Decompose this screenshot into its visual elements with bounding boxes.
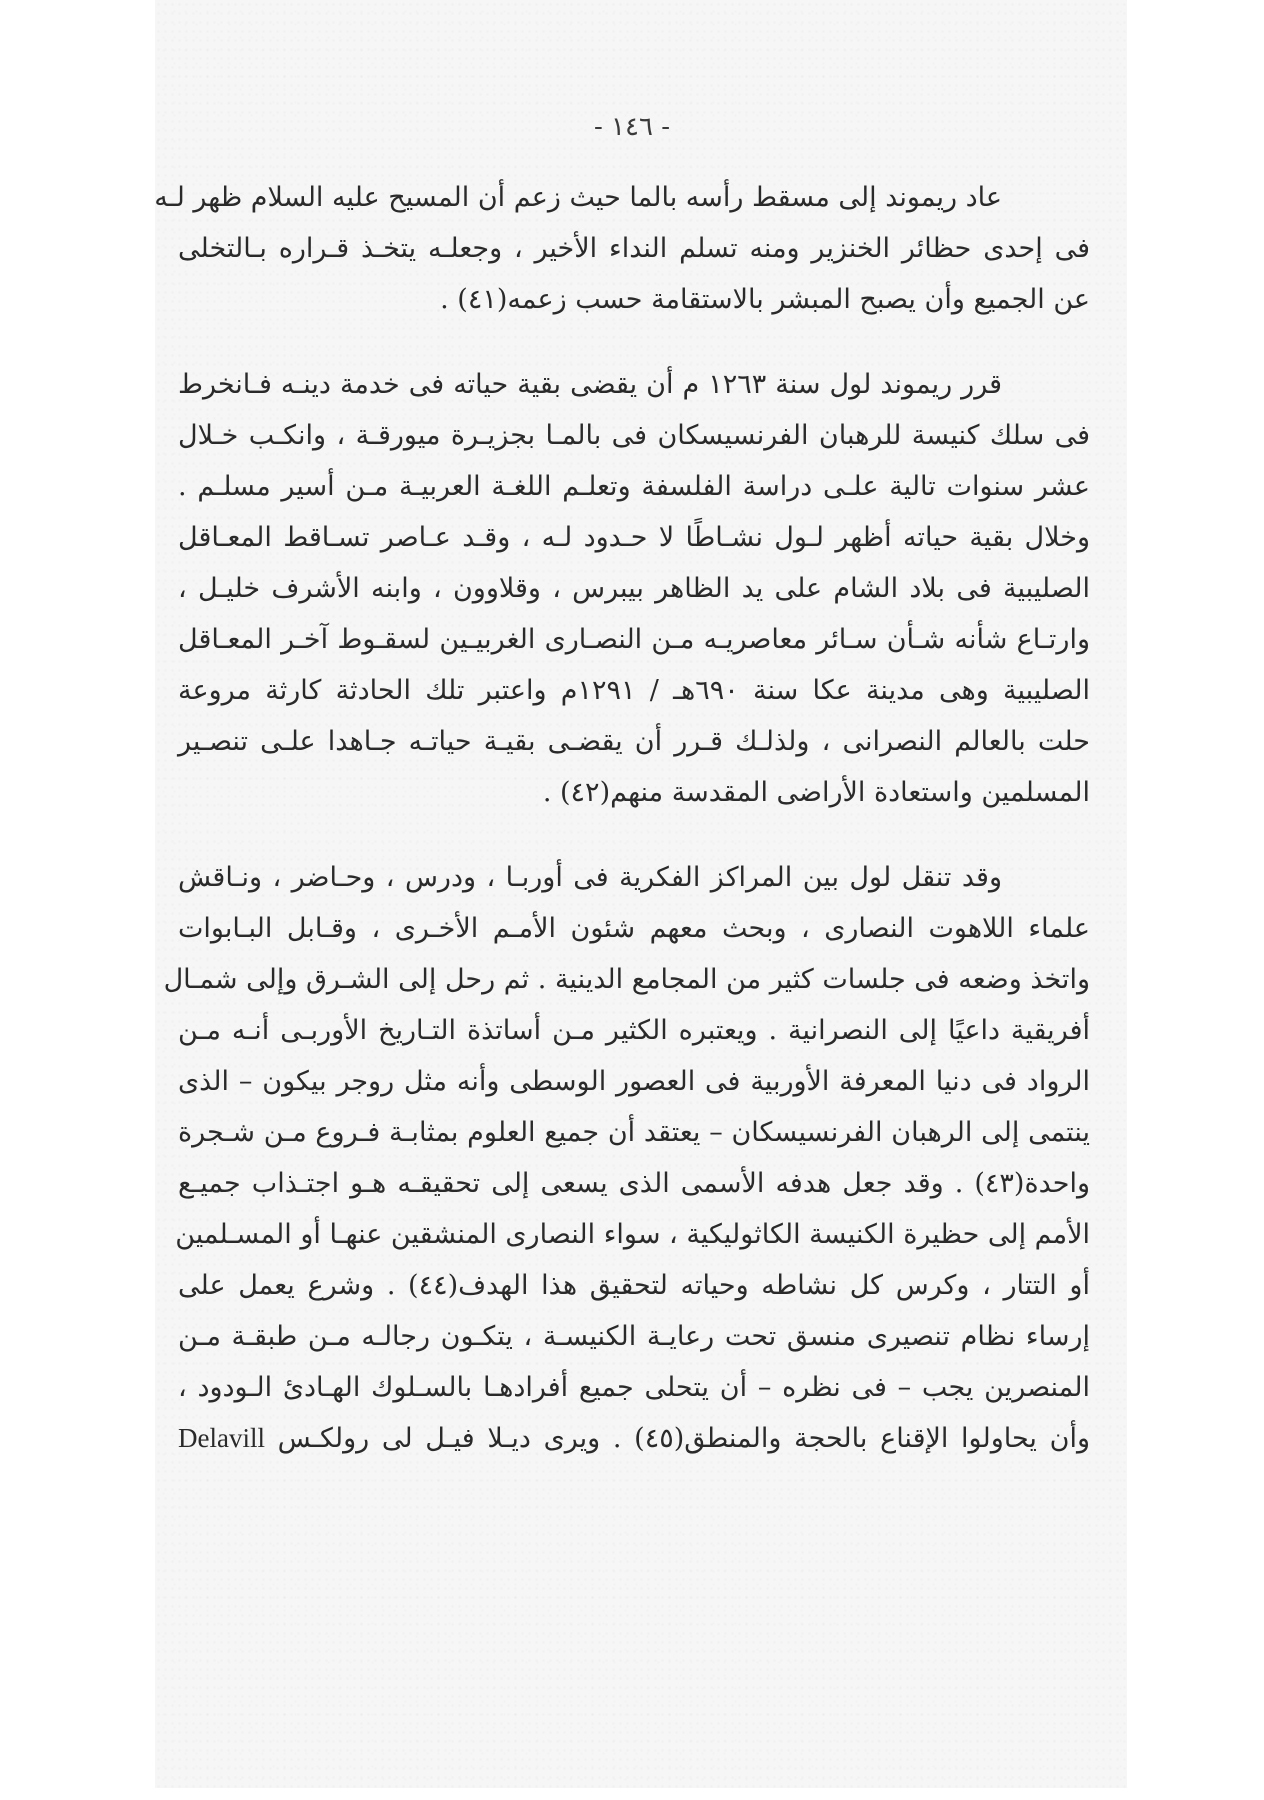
text-line: المسلمين واستعادة الأراضى المقدسة منهم(٤٢) . bbox=[542, 777, 1090, 808]
text-line: واتخذ وضعه فى جلسات كثير من المجامع الدينية . ثم رحل إلى الشـرق وإلى شمـال bbox=[163, 964, 1090, 995]
text-line: الرواد فى دنيا المعرفة الأوربية فى العصور الوسطى وأنه مثل روجر بيكون – الذى bbox=[178, 1066, 1090, 1097]
page-number: - ١٤٦ - bbox=[593, 112, 671, 142]
text-line: عاد ريموند إلى مسقط رأسه بالما حيث زعم أن المسيح عليه السلام ظهر لـه bbox=[154, 182, 1002, 213]
paragraph-1 bbox=[154, 172, 1090, 325]
text-line: إرساء نظام تنصيرى منسق تحت رعايـة الكنيسـة ، يتكـون رجالـه مـن طبقـة مـن bbox=[178, 1321, 1090, 1352]
text-line: عن الجميع وأن يصبح المبشر بالاستقامة حسب زعمه(٤١) . bbox=[440, 284, 1090, 315]
text-line: وارتـاع شأنه شـأن سـائر معاصريـه مـن النصـارى الغربيـين لسقـوط آخـر المعـاقل bbox=[178, 624, 1090, 655]
text-line: وقد تنقل لول بين المراكز الفكرية فى أوربـا ، ودرس ، وحـاضر ، ونـاقش bbox=[178, 862, 1002, 893]
paragraph-3 bbox=[163, 852, 1090, 1464]
text-line: ينتمى إلى الرهبان الفرنسيسكان – يعتقد أن جميع العلوم بمثابـة فـروع مـن شـجرة bbox=[178, 1117, 1090, 1148]
text-line: واحدة(٤٣) . وقد جعل هدفه الأسمى الذى يسعى إلى تحقيقـه هـو اجتـذاب جميـع bbox=[178, 1168, 1090, 1199]
text-line: فى إحدى حظائر الخنزير ومنه تسلم النداء الأخير ، وجعلـه يتخـذ قـراره بـالتخلى bbox=[178, 233, 1090, 264]
text-line: الصليبية فى بلاد الشام على يد الظاهر بيبرس ، وقلاوون ، وابنه الأشرف خليـل ، bbox=[178, 573, 1090, 604]
final-line-arabic: وأن يحاولوا الإقناع بالحجة والمنطق(٤٥) . ويرى ديـلا فيـل لى رولكـس bbox=[277, 1423, 1090, 1454]
text-line: أفريقية داعيًا إلى النصرانية . ويعتبره الكثير مـن أساتذة التـاريخ الأوربـى أنـه مـن bbox=[178, 1015, 1090, 1046]
text-line: فى سلك كنيسة للرهبان الفرنسيسكان فى بالمـا بجزيـرة ميورقـة ، وانكـب خـلال bbox=[178, 420, 1090, 451]
text-line-final bbox=[178, 1413, 1090, 1464]
text-line: الصليبية وهى مدينة عكا سنة ٦٩٠هـ / ١٢٩١م واعتبر تلك الحادثة كارثة مروعة bbox=[178, 675, 1090, 706]
text-line: قرر ريموند لول سنة ١٢٦٣ م أن يقضى بقية حياته فى خدمة دينـه فـانخرط bbox=[178, 369, 1002, 400]
final-line-latin-name: Delavill bbox=[178, 1423, 265, 1453]
text-line: المنصرين يجب – فى نظره – أن يتحلى جميع أفرادهـا بالسـلوك الهـادئ الـودود ، bbox=[178, 1372, 1090, 1403]
text-line: علماء اللاهوت النصارى ، وبحث معهم شئون الأمـم الأخـرى ، وقـابل البـابوات bbox=[178, 913, 1090, 944]
text-line: الأمم إلى حظيرة الكنيسة الكاثوليكية ، سواء النصارى المنشقين عنهـا أو المسـلمين bbox=[175, 1219, 1090, 1250]
paragraph-gap bbox=[178, 818, 1090, 852]
text-line: حلت بالعالم النصرانى ، ولذلـك قـرر أن يقضـى بقيـة حياتـه جـاهدا علـى تنصـير bbox=[178, 726, 1090, 757]
paragraph-gap bbox=[178, 325, 1090, 359]
text-line: وخلال بقية حياته أظهر لـول نشـاطًا لا حـدود لـه ، وقـد عـاصر تسـاقط المعـاقل bbox=[178, 522, 1090, 553]
page-body bbox=[154, 172, 1090, 1464]
text-line: عشر سنوات تالية علـى دراسة الفلسفة وتعلـم اللغـة العربيـة مـن أسير مسلـم . bbox=[178, 471, 1090, 502]
paragraph-2 bbox=[178, 359, 1090, 818]
text-line: أو التتار ، وكرس كل نشاطه وحياته لتحقيق هذا الهدف(٤٤) . وشرع يعمل على bbox=[178, 1270, 1090, 1301]
